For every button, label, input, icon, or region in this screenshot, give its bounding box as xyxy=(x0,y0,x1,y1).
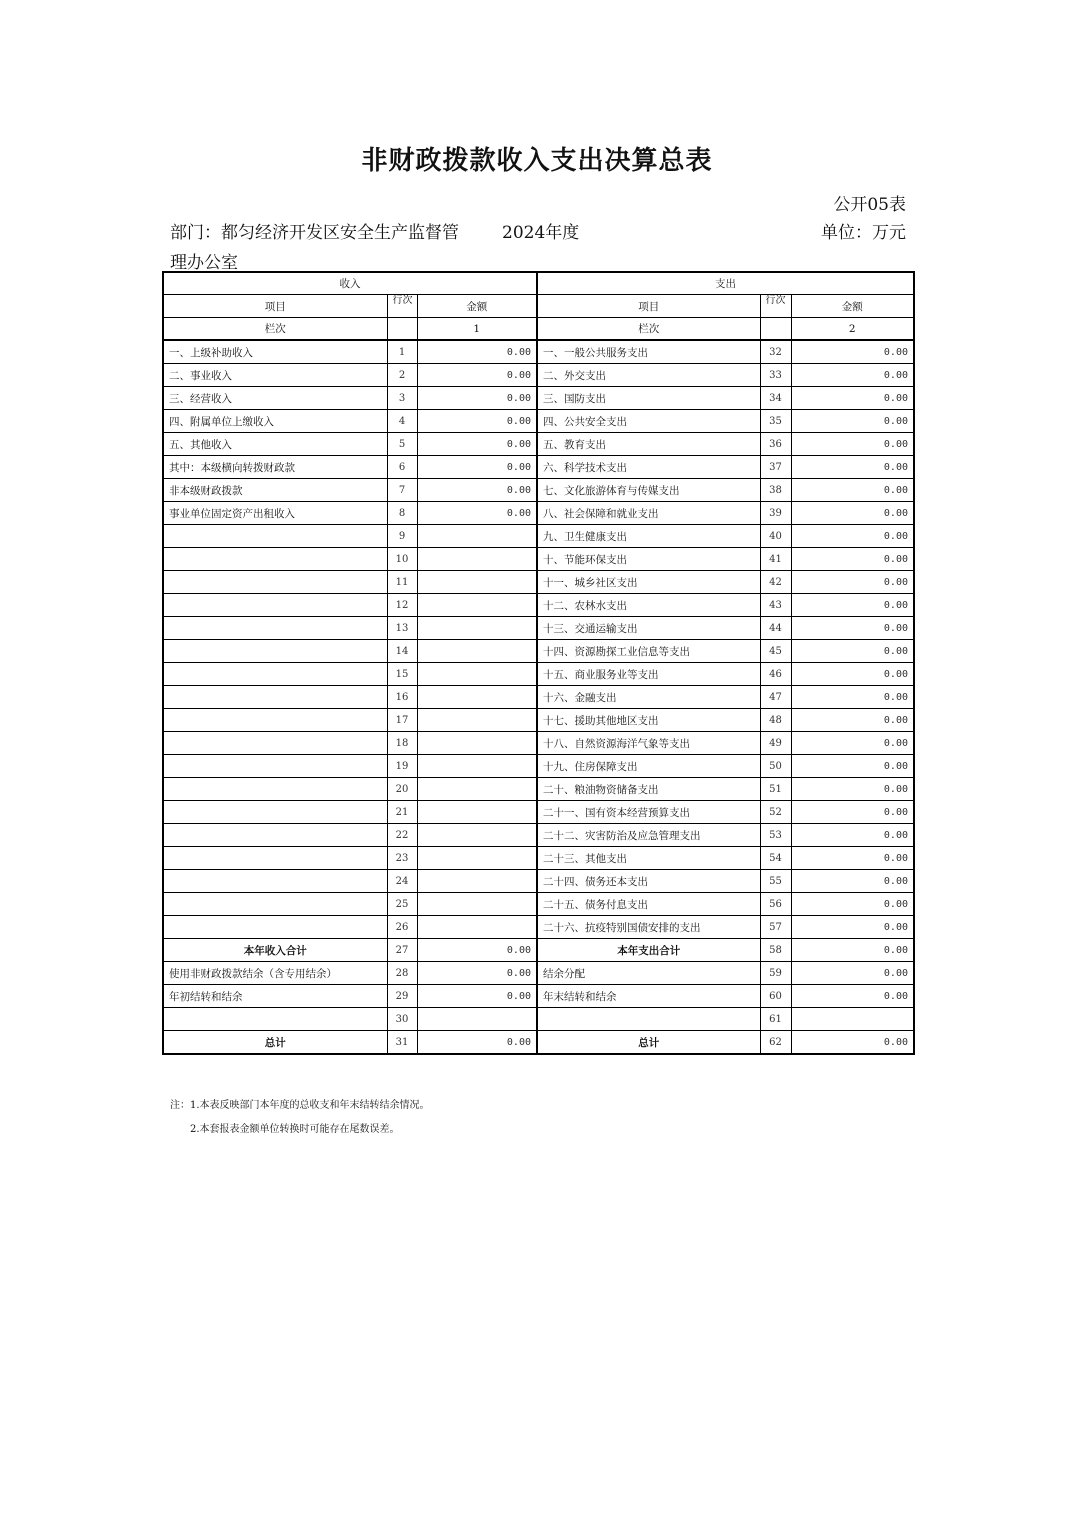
expense-item: 本年支出合计 xyxy=(537,939,760,962)
income-amount: 0.00 xyxy=(417,479,537,502)
table-row xyxy=(163,893,914,916)
expense-amount: 0.00 xyxy=(791,340,914,364)
expense-amount: 0.00 xyxy=(791,617,914,640)
income-column-blank xyxy=(387,318,417,341)
expense-amount: 0.00 xyxy=(791,456,914,479)
income-line-no: 26 xyxy=(387,916,417,939)
income-item-header: 项目 xyxy=(163,295,387,318)
income-line-no: 25 xyxy=(387,893,417,916)
income-item: 一、上级补助收入 xyxy=(163,340,387,364)
expense-item: 十八、自然资源海洋气象等支出 xyxy=(537,732,760,755)
income-line-no: 10 xyxy=(387,548,417,571)
income-line-no: 29 xyxy=(387,985,417,1008)
income-amount: 0.00 xyxy=(417,939,537,962)
table-row xyxy=(163,502,914,525)
income-item: 五、其他收入 xyxy=(163,433,387,456)
income-section-header: 收入 xyxy=(163,272,537,295)
expense-amount: 0.00 xyxy=(791,778,914,801)
income-item xyxy=(163,801,387,824)
income-amount xyxy=(417,709,537,732)
income-amount xyxy=(417,663,537,686)
expense-line-no: 47 xyxy=(760,686,791,709)
income-item xyxy=(163,709,387,732)
table-row xyxy=(163,663,914,686)
expense-line-no: 32 xyxy=(760,340,791,364)
income-line-no: 21 xyxy=(387,801,417,824)
expense-item: 年末结转和结余 xyxy=(537,985,760,1008)
department-label: 部门：都匀经济开发区安全生产监督管理办公室 xyxy=(170,223,459,273)
income-item: 本年收入合计 xyxy=(163,939,387,962)
table-row xyxy=(163,801,914,824)
income-line-no: 24 xyxy=(387,870,417,893)
income-item xyxy=(163,1008,387,1031)
income-item xyxy=(163,916,387,939)
expense-amount: 0.00 xyxy=(791,985,914,1008)
income-amount: 0.00 xyxy=(417,502,537,525)
income-line-no: 6 xyxy=(387,456,417,479)
table-row xyxy=(163,709,914,732)
table-row xyxy=(163,755,914,778)
table-row xyxy=(163,479,914,502)
expense-line-no: 55 xyxy=(760,870,791,893)
table-row xyxy=(163,410,914,433)
expense-line-no: 53 xyxy=(760,824,791,847)
page-title: 非财政拨款收入支出决算总表 xyxy=(361,146,713,176)
table-row xyxy=(163,571,914,594)
expense-line-no: 44 xyxy=(760,617,791,640)
expense-amount: 0.00 xyxy=(791,893,914,916)
table-row xyxy=(163,433,914,456)
table-row xyxy=(163,387,914,410)
expense-item-header: 项目 xyxy=(537,295,760,318)
expense-line-header: 行次 xyxy=(760,295,791,318)
income-item xyxy=(163,870,387,893)
income-line-no: 16 xyxy=(387,686,417,709)
income-amount: 0.00 xyxy=(417,410,537,433)
expense-amount: 0.00 xyxy=(791,916,914,939)
income-item: 事业单位固定资产出租收入 xyxy=(163,502,387,525)
income-amount xyxy=(417,548,537,571)
income-item xyxy=(163,778,387,801)
income-amount: 0.00 xyxy=(417,340,537,364)
income-item: 其中：本级横向转拨财政款 xyxy=(163,456,387,479)
income-line-no: 2 xyxy=(387,364,417,387)
income-line-no: 11 xyxy=(387,571,417,594)
table-row xyxy=(163,962,914,985)
income-amount xyxy=(417,1008,537,1031)
income-item xyxy=(163,755,387,778)
expense-line-no: 36 xyxy=(760,433,791,456)
income-line-no: 17 xyxy=(387,709,417,732)
income-line-no: 4 xyxy=(387,410,417,433)
expense-item: 四、公共安全支出 xyxy=(537,410,760,433)
table-row xyxy=(163,364,914,387)
expense-item: 九、卫生健康支出 xyxy=(537,525,760,548)
expense-amount: 0.00 xyxy=(791,847,914,870)
year-label: 2024年度 xyxy=(502,223,580,243)
expense-line-no: 62 xyxy=(760,1031,791,1055)
expense-line-no: 60 xyxy=(760,985,791,1008)
expense-amount: 0.00 xyxy=(791,594,914,617)
income-item: 使用非财政拨款结余（含专用结余） xyxy=(163,962,387,985)
expense-amount: 0.00 xyxy=(791,801,914,824)
income-item xyxy=(163,732,387,755)
income-line-no: 27 xyxy=(387,939,417,962)
income-amount: 0.00 xyxy=(417,1031,537,1055)
note-1: 注：1.本表反映部门本年度的总收支和年末结转结余情况。 xyxy=(170,1100,430,1111)
income-item xyxy=(163,617,387,640)
expense-line-no: 37 xyxy=(760,456,791,479)
expense-amount: 0.00 xyxy=(791,525,914,548)
income-amount xyxy=(417,847,537,870)
income-amount: 0.00 xyxy=(417,387,537,410)
income-item xyxy=(163,571,387,594)
income-line-no: 22 xyxy=(387,824,417,847)
expense-amount: 0.00 xyxy=(791,433,914,456)
income-amount xyxy=(417,617,537,640)
income-item: 三、经营收入 xyxy=(163,387,387,410)
expense-item: 二十五、债务付息支出 xyxy=(537,893,760,916)
table-row xyxy=(163,732,914,755)
expense-section-header: 支出 xyxy=(537,272,914,295)
income-item xyxy=(163,548,387,571)
income-amount-header: 金额 xyxy=(417,295,537,318)
expense-line-no: 46 xyxy=(760,663,791,686)
expense-line-no: 56 xyxy=(760,893,791,916)
income-line-no: 7 xyxy=(387,479,417,502)
expense-line-no: 43 xyxy=(760,594,791,617)
table-row xyxy=(163,456,914,479)
expense-amount xyxy=(791,1008,914,1031)
expense-item: 十一、城乡社区支出 xyxy=(537,571,760,594)
income-line-no: 8 xyxy=(387,502,417,525)
table-row xyxy=(163,870,914,893)
expense-line-no: 52 xyxy=(760,801,791,824)
expense-item: 二十四、债务还本支出 xyxy=(537,870,760,893)
expense-amount: 0.00 xyxy=(791,824,914,847)
income-item: 四、附属单位上缴收入 xyxy=(163,410,387,433)
table-row xyxy=(163,617,914,640)
unit-label: 单位：万元 xyxy=(821,223,906,243)
expense-column-label: 栏次 xyxy=(537,318,760,341)
expense-item: 六、科学技术支出 xyxy=(537,456,760,479)
income-line-no: 14 xyxy=(387,640,417,663)
income-item xyxy=(163,824,387,847)
expense-item: 十七、援助其他地区支出 xyxy=(537,709,760,732)
income-amount xyxy=(417,686,537,709)
income-item xyxy=(163,847,387,870)
expense-line-no: 45 xyxy=(760,640,791,663)
expense-line-no: 38 xyxy=(760,479,791,502)
income-amount xyxy=(417,824,537,847)
expense-item: 三、国防支出 xyxy=(537,387,760,410)
expense-amount-header: 金额 xyxy=(791,295,914,318)
expense-amount: 0.00 xyxy=(791,364,914,387)
income-line-no: 12 xyxy=(387,594,417,617)
expense-amount: 0.00 xyxy=(791,709,914,732)
expense-item: 十九、住房保障支出 xyxy=(537,755,760,778)
table-row xyxy=(163,985,914,1008)
expense-amount: 0.00 xyxy=(791,502,914,525)
expense-line-no: 49 xyxy=(760,732,791,755)
expense-item: 二、外交支出 xyxy=(537,364,760,387)
expense-line-no: 33 xyxy=(760,364,791,387)
income-item xyxy=(163,525,387,548)
income-amount xyxy=(417,571,537,594)
expense-item: 十二、农林水支出 xyxy=(537,594,760,617)
income-line-no: 9 xyxy=(387,525,417,548)
expense-column-blank xyxy=(760,318,791,341)
expense-line-no: 57 xyxy=(760,916,791,939)
table-row xyxy=(163,824,914,847)
income-item: 年初结转和结余 xyxy=(163,985,387,1008)
expense-amount: 0.00 xyxy=(791,479,914,502)
expense-item: 十三、交通运输支出 xyxy=(537,617,760,640)
expense-item: 二十、粮油物资储备支出 xyxy=(537,778,760,801)
expense-amount: 0.00 xyxy=(791,387,914,410)
income-line-no: 23 xyxy=(387,847,417,870)
income-line-no: 30 xyxy=(387,1008,417,1031)
expense-item: 十六、金融支出 xyxy=(537,686,760,709)
income-item: 总计 xyxy=(163,1031,387,1055)
table-row xyxy=(163,548,914,571)
income-amount: 0.00 xyxy=(417,962,537,985)
income-column-label: 栏次 xyxy=(163,318,387,341)
income-line-no: 20 xyxy=(387,778,417,801)
expense-item: 一、一般公共服务支出 xyxy=(537,340,760,364)
income-amount xyxy=(417,870,537,893)
expense-item: 总计 xyxy=(537,1031,760,1055)
total-row xyxy=(163,1031,914,1055)
form-code: 公开05表 xyxy=(833,195,906,215)
notes xyxy=(170,1094,430,1142)
expense-item: 十、节能环保支出 xyxy=(537,548,760,571)
expense-item: 二十三、其他支出 xyxy=(537,847,760,870)
table-row xyxy=(163,525,914,548)
income-item: 非本级财政拨款 xyxy=(163,479,387,502)
expense-line-no: 48 xyxy=(760,709,791,732)
income-amount xyxy=(417,640,537,663)
expense-item: 十五、商业服务业等支出 xyxy=(537,663,760,686)
expense-item xyxy=(537,1008,760,1031)
income-amount xyxy=(417,755,537,778)
income-amount xyxy=(417,801,537,824)
income-amount xyxy=(417,916,537,939)
income-line-header: 行次 xyxy=(387,295,417,318)
expense-line-no: 54 xyxy=(760,847,791,870)
income-expense-table xyxy=(162,271,915,1055)
expense-amount: 0.00 xyxy=(791,870,914,893)
expense-line-no: 39 xyxy=(760,502,791,525)
income-item xyxy=(163,686,387,709)
expense-amount: 0.00 xyxy=(791,755,914,778)
income-item xyxy=(163,893,387,916)
expense-column-number: 2 xyxy=(791,318,914,341)
expense-amount: 0.00 xyxy=(791,571,914,594)
income-amount xyxy=(417,525,537,548)
expense-amount: 0.00 xyxy=(791,732,914,755)
income-item xyxy=(163,594,387,617)
expense-item: 五、教育支出 xyxy=(537,433,760,456)
expense-line-no: 42 xyxy=(760,571,791,594)
income-amount xyxy=(417,732,537,755)
income-line-no: 28 xyxy=(387,962,417,985)
expense-amount: 0.00 xyxy=(791,410,914,433)
income-item: 二、事业收入 xyxy=(163,364,387,387)
income-line-no: 19 xyxy=(387,755,417,778)
income-amount: 0.00 xyxy=(417,985,537,1008)
expense-item: 二十一、国有资本经营预算支出 xyxy=(537,801,760,824)
income-line-no: 5 xyxy=(387,433,417,456)
income-amount: 0.00 xyxy=(417,433,537,456)
expense-item: 七、文化旅游体育与传媒支出 xyxy=(537,479,760,502)
expense-amount: 0.00 xyxy=(791,548,914,571)
table-row xyxy=(163,640,914,663)
subtotal-row xyxy=(163,939,914,962)
expense-line-no: 59 xyxy=(760,962,791,985)
table-row xyxy=(163,340,914,364)
expense-line-no: 40 xyxy=(760,525,791,548)
income-line-no: 15 xyxy=(387,663,417,686)
expense-item: 二十六、抗疫特别国债安排的支出 xyxy=(537,916,760,939)
table-row xyxy=(163,847,914,870)
income-amount: 0.00 xyxy=(417,364,537,387)
income-amount xyxy=(417,594,537,617)
table-row xyxy=(163,686,914,709)
expense-amount: 0.00 xyxy=(791,640,914,663)
income-amount xyxy=(417,893,537,916)
income-line-no: 18 xyxy=(387,732,417,755)
table-row xyxy=(163,778,914,801)
income-line-no: 31 xyxy=(387,1031,417,1055)
income-amount xyxy=(417,778,537,801)
income-line-no: 3 xyxy=(387,387,417,410)
expense-amount: 0.00 xyxy=(791,686,914,709)
income-amount: 0.00 xyxy=(417,456,537,479)
income-item xyxy=(163,663,387,686)
expense-line-no: 61 xyxy=(760,1008,791,1031)
expense-line-no: 58 xyxy=(760,939,791,962)
table-row xyxy=(163,916,914,939)
expense-item: 结余分配 xyxy=(537,962,760,985)
table-row xyxy=(163,1008,914,1031)
table-row xyxy=(163,594,914,617)
expense-amount: 0.00 xyxy=(791,663,914,686)
expense-line-no: 34 xyxy=(760,387,791,410)
income-item xyxy=(163,640,387,663)
expense-amount: 0.00 xyxy=(791,939,914,962)
expense-amount: 0.00 xyxy=(791,962,914,985)
expense-line-no: 35 xyxy=(760,410,791,433)
expense-item: 十四、资源勘探工业信息等支出 xyxy=(537,640,760,663)
income-column-number: 1 xyxy=(417,318,537,341)
income-line-no: 1 xyxy=(387,340,417,364)
expense-line-no: 51 xyxy=(760,778,791,801)
expense-item: 八、社会保障和就业支出 xyxy=(537,502,760,525)
expense-amount: 0.00 xyxy=(791,1031,914,1055)
note-2: 2.本套报表金额单位转换时可能存在尾数误差。 xyxy=(190,1124,400,1135)
expense-item: 二十二、灾害防治及应急管理支出 xyxy=(537,824,760,847)
income-line-no: 13 xyxy=(387,617,417,640)
expense-line-no: 50 xyxy=(760,755,791,778)
expense-line-no: 41 xyxy=(760,548,791,571)
